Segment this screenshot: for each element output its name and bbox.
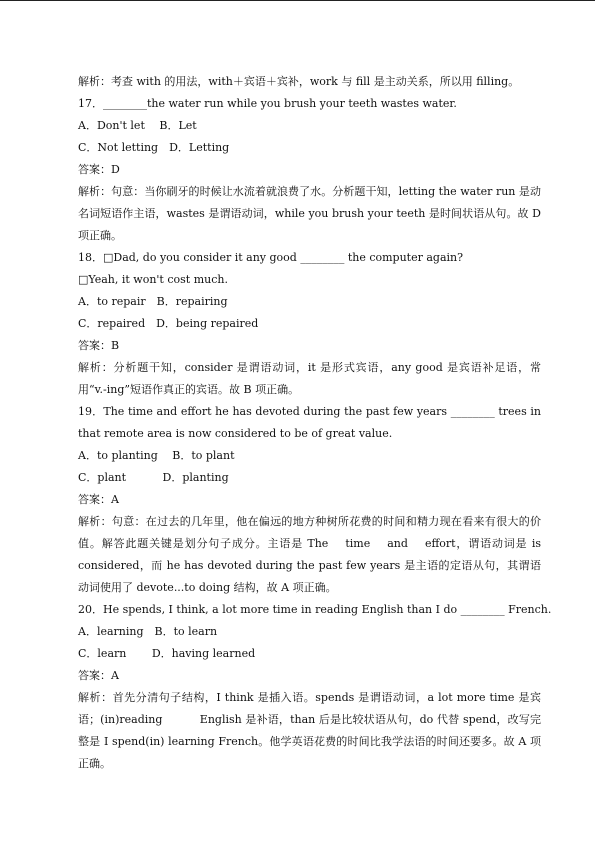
q20-answer: 答案：A [78,669,119,682]
top-rule [0,0,595,1]
q20-options-ab: A．learning B．to learn [78,625,218,638]
q20-stem: 20．He spends, I think, a lot more time in reading English than I do ________ French. [78,603,552,616]
q18-stem: 18．□Dad, do you consider it any good ________ the computer again? [78,251,464,264]
q17-stem: 17．________the water run while you brush your teeth wastes water. [78,97,457,110]
q18-options-cd: C．repaired D．being repaired [78,317,259,330]
q19-explanation: 解析：句意：在过去的几年里，他在偏远的地方种树所花费的时间和精力现在看来有很大的价值。解答此题关键是划分句子成分。主语是 The time and effort，谓语动词是 is considered，而 he has devoted during the past few years 是主语的定语从句，其谓语动词使用了 devote...to doing 结构，故 A 项正确。 [78,515,541,594]
q17-options-cd: C．Not letting D．Letting [78,141,230,154]
q18-reply: □Yeah, it won't cost much. [78,273,228,286]
q19-stem: 19．The time and effort he has devoted during the past few years ________ trees in that remote area is now considered to be of great value. [78,405,541,440]
q20-options-cd: C．learn D．having learned [78,647,256,660]
q17-options-ab: A．Don't let B．Let [78,119,197,132]
q17-answer: 答案：D [78,163,120,176]
document-body [54,71,552,775]
q18-options-ab: A．to repair B．repairing [78,295,228,308]
q20-explanation: 解析：首先分清句子结构，I think 是插入语。spends 是谓语动词，a lot more time 是宾语；(in)reading English 是补语，than 后是比较状语从句，do 代替 spend，改写完整是 I spend(in) learning French。他学英语花费的时间比我学法语的时间还要多。故 A 项正确。 [78,691,541,770]
q19-options-cd: C．plant D．planting [78,471,229,484]
q16-explanation: 解析：考查 with 的用法，with＋宾语＋宾补，work 与 fill 是主动关系，所以用 filling。 [78,75,520,88]
q19-answer: 答案：A [78,493,119,506]
q18-explanation: 解析：分析题干知，consider 是谓语动词，it 是形式宾语，any good 是宾语补足语，常用“v.-ing”短语作真正的宾语。故 B 项正确。 [78,361,541,396]
q18-answer: 答案：B [78,339,120,352]
q19-options-ab: A．to planting B．to plant [78,449,235,462]
q17-explanation: 解析：句意：当你刷牙的时候让水流着就浪费了水。分析题干知，letting the water run 是动名词短语作主语，wastes 是谓语动词，while you brush your teeth 是时间状语从句。故 D 项正确。 [78,185,541,242]
